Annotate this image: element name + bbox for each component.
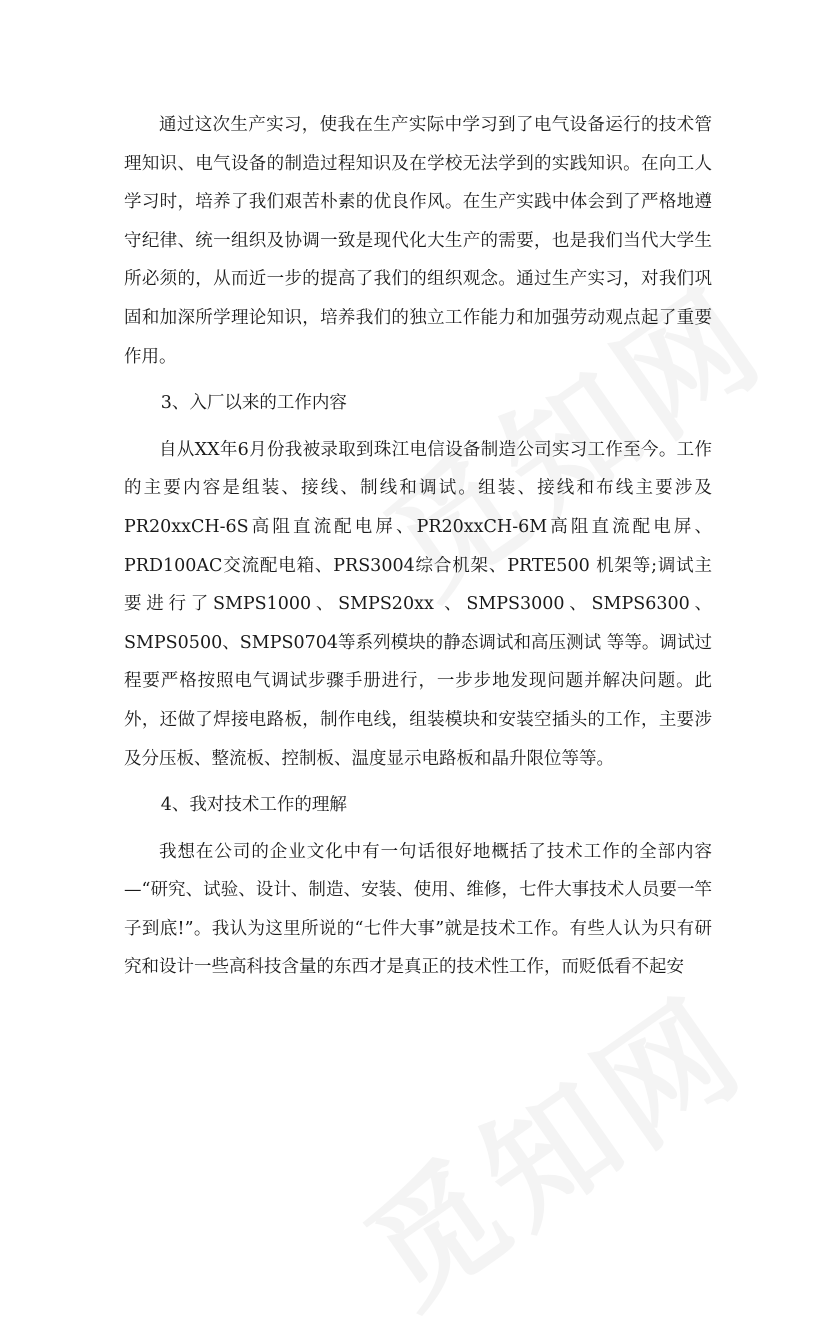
watermark [324,946,775,1340]
document-body [124,106,712,987]
section-heading-work-content: 3、入厂以来的工作内容 [160,393,347,414]
paragraph-work-content: 自从XX年6月份我被录取到珠江电信设备制造公司实习工作至今。工作的主要内容是组装、接线、制线和调试。组装、接线和布线主要涉及PR20xxCH-6S高阻直流配电屏、PR20xxCH-6M高阻直流配电屏、PRD100AC交流配电箱、PRS3004综合机架、PRTE500 机架等;调试主要进行了SMPS1000、SMPS20xx 、SMPS3000、SMPS6300、SMPS0500、SMPS0704等系列模块的静态调试和高压测试 等等。调试过程要严格按照电气调试步骤手册进行，一步步地发现问题并解决问题。此外，还做了焊接电路板，制作电线，组装模块和安装空插头的工作，主要涉及分压板、整流板、控制板、温度显示电路板和晶升限位等等。 [124,439,712,769]
paragraph-internship-summary: 通过这次生产实习，使我在生产实际中学习到了电气设备运行的技术管理知识、电气设备的制造过程知识及在学校无法学到的实践知识。在向工人学习时，培养了我们艰苦朴素的优良作风。在生产实践中体会到了严格地遵守纪律、统一组织及协调一致是现代化大生产的需要，也是我们当代大学生所必须的，从而近一步的提高了我们的组织观念。通过生产实习，对我们巩固和加深所学理论知识，培养我们的独立工作能力和加强劳动观点起了重要作用。 [124,115,712,367]
paragraph-tech-understanding: 我想在公司的企业文化中有一句话很好地概括了技术工作的全部内容—“研究、试验、设计、制造、安装、使用、维修，七件大事技术人员要一竿子到底!”。我认为这里所说的“七件大事”就是技术工作。有些人认为只有研究和设计一些高科技含量的东西才是真正的技术性工作，而贬低看不起安 [124,841,712,978]
section-heading-tech-understanding: 4、我对技术工作的理解 [160,795,347,816]
